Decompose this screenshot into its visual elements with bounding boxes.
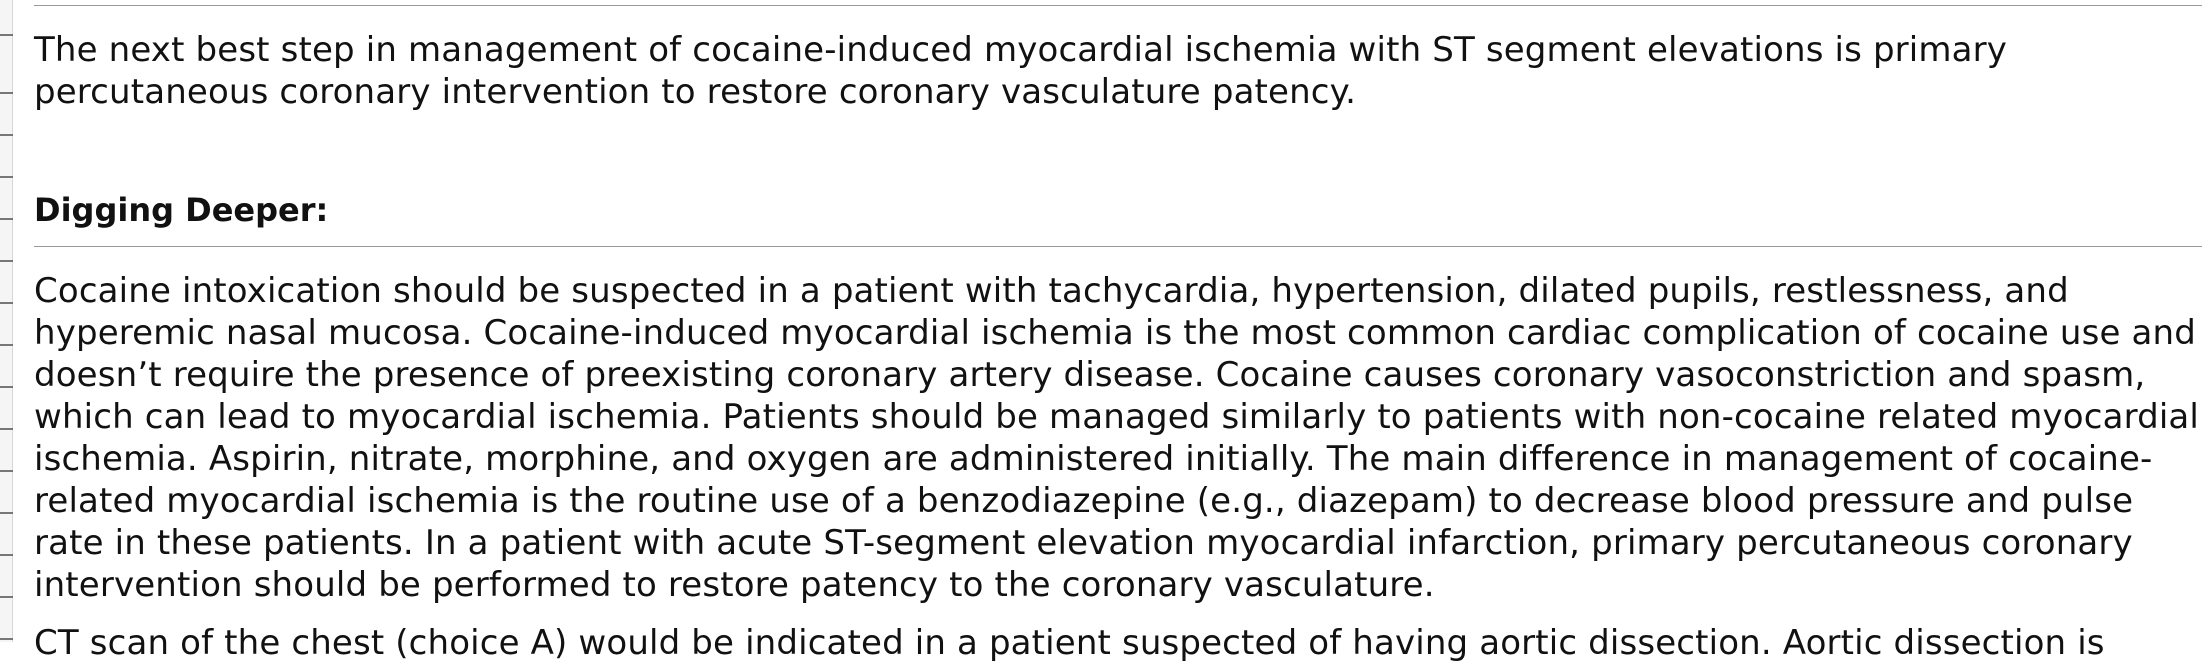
gutter-tick bbox=[0, 512, 13, 514]
explanation-panel bbox=[34, 0, 2202, 663]
gutter-tick bbox=[0, 596, 13, 598]
gutter-tick bbox=[0, 302, 13, 304]
summary-paragraph: The next best step in management of cocaine-induced myocardial ischemia with ST segment elevations is primary percutaneous coronary intervention to restore coronary vasculature patency. bbox=[34, 30, 2008, 112]
gutter-tick bbox=[0, 260, 13, 262]
gutter-tick bbox=[0, 176, 13, 178]
section-heading: Digging Deeper: bbox=[34, 191, 329, 229]
digging-deeper-paragraph: Cocaine intoxication should be suspected in a patient with tachycardia, hypertension, dilated pupils, restlessness, and hyperemic nasal mucosa. Cocaine-induced myocardial ischemia is the most common cardiac complication of cocaine use and doesn’t require the presence of preexisting coronary artery disease. Cocaine causes coronary vasoconstriction and spasm, which can lead to myocardial ischemia. Patients should be managed similarly to patients with non-cocaine related myocardial ischemia. Aspirin, nitrate, morphine, and oxygen are administered initially. The main difference in management of cocaine-related myocardial ischemia is the routine use of a benzodiazepine (e.g., diazepam) to decrease blood pressure and pulse rate in these patients. In a patient with acute ST-segment elevation myocardial infarction, primary percutaneous coronary intervention should be performed to restore patency to the coronary vasculature. bbox=[34, 271, 2200, 605]
gutter-tick bbox=[0, 554, 13, 556]
top-divider bbox=[34, 5, 2202, 6]
gutter-tick bbox=[0, 344, 13, 346]
gutter-tick bbox=[0, 92, 13, 94]
gutter-tick bbox=[0, 386, 13, 388]
section-divider bbox=[34, 246, 2202, 247]
left-gutter bbox=[0, 0, 13, 642]
gutter-tick bbox=[0, 34, 13, 36]
gutter-tick bbox=[0, 428, 13, 430]
gutter-tick bbox=[0, 134, 13, 136]
gutter-tick bbox=[0, 470, 13, 472]
gutter-tick bbox=[0, 638, 13, 640]
next-paragraph-partial: CT scan of the chest (choice A) would be indicated in a patient suspected of having aortic dissection. Aortic dissection is bbox=[34, 623, 2105, 663]
gutter-tick bbox=[0, 218, 13, 220]
